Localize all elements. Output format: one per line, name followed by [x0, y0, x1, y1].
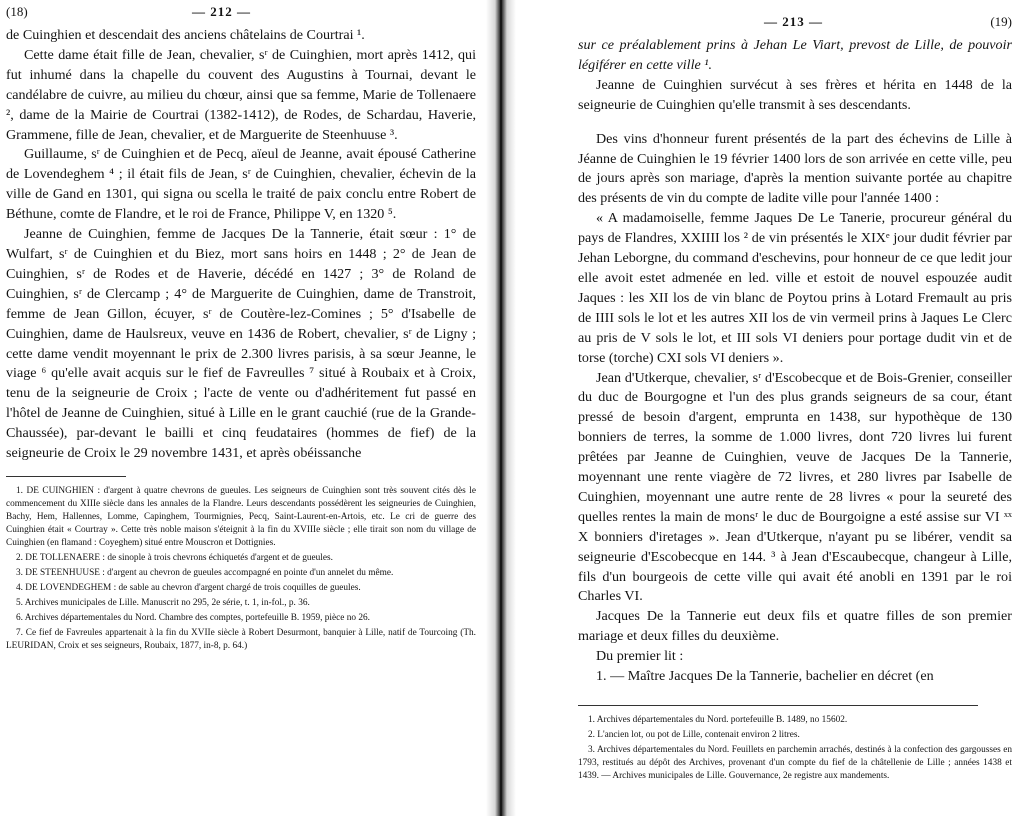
left-paragraph-2: Cette dame était fille de Jean, chevalier, sʳ de Cuinghien, mort après 1412, qui fut inhumé dans la chapelle du couvent des Augustins à Tournai, devant le candélabre de cuivre, au milieu du chœur, ainsi que sa femme, Marie de Tollenaere ², dame de la Mairie de Courtrai (1382-1412), de Rodes, de Schardau, Haverie, Grammene, fille de Jean, chevalier, et de Marguerite de Steenhuuse ³. [6, 46, 476, 143]
right-footnote-3: 3. Archives départementales du Nord. Feuillets en parchemin arrachés, destinés à la confection des gargousses en 1793, restitués au dépôt des Archives, provenant d'un compte du fief de la châtellenie de Lille ; années 1438 et 1439. — Archives municipales de Lille. Gouvernance, 2e registre aux mandements. [578, 745, 1012, 781]
right-paragraph-3: Des vins d'honneur furent présentés de la part des échevins de Lille à Jéanne de Cuinghien le 19 février 1400 lors de son arrivée en cette ville, peu de jours après son mariage, d'après la mention suivante portée au chapitre des présents de vin du compte de ladite ville pour l'année 1400 : [578, 130, 1012, 207]
left-paragraph-4: Jeanne de Cuinghien, femme de Jacques De la Tannerie, était sœur : 1° de Wulfart, sʳ de Cuinghien et du Biez, mort sans hoirs en 1448 ; 2° de Jean de Cuinghien, sʳ de Rodes et de Haverie, décédé en 1427 ; 3° de Roland de Cuinghien, sʳ de Clercamp ; 4° de Marguerite de Cuinghien, dame de Transtroit, femme de Jean Gillon, écuyer, sʳ de Coutère-lez-Comines ; 5° d'Isabelle de Cuinghien, dame de Haulsreux, veuve en 1436 de Robert, chevalier, sʳ de Ligny ; cette dame vendit moyennant le prix de 2.300 livres parisis, à sa sœur Jeanne, le viage ⁶ qu'elle avait acquis sur le fief de Favreulles ⁷ situé à Roubaix et à Croix, tenu de la seigneurie de Croix ; l'acte de vente ou d'adhéritement fut passé en l'hôtel de Jeanne de Cuinghien, situé à Lille en le grant cauchié (rue de la Grande-Chaussée), par-devant le bailli et cinq feudataires (hommes de fief) de la seigneurie de Croix le 29 novembre 1431, et après obéissanche [6, 226, 476, 462]
right-page-folio: — 213 — [764, 14, 823, 29]
right-paragraph-1: sur ce préalablement prins à Jehan Le Viart, prevost de Lille, de pouvoir légiférer en cette ville ¹. [578, 37, 1012, 73]
right-paragraph-7: Du premier lit : [596, 648, 684, 665]
left-page-number: (18) [6, 4, 28, 19]
left-paragraph-3: Guillaume, sʳ de Cuinghien et de Pecq, aïeul de Jeanne, avait épousé Catherine de Lovendeghem ⁴ ; il était fils de Jean, sʳ de Cuinghien, chevalier, échevin de la ville de Gand en 1301, qui signa ou scella le traité de paix conclu entre Robert de Béthune, comte de Flandre, et le roi de France, Philippe V, en 1320 ⁵. [6, 146, 476, 223]
right-paragraph-5: Jean d'Utkerque, chevalier, sʳ d'Escobecque et de Bois-Grenier, conseiller du duc de Bourgogne et l'un des plus grands seigneurs de sa cour, étant pressé de besoin d'argent, emprunta en 1438, sur hypothèque de 130 bonniers de terres, la somme de 1.000 livres, dont 720 livres lui furent prêtées par Jeanne de Cuinghien, veuve de Jacques De la Tannerie, moyennant une rente viagère de 72 livres, et 280 livres par Isabelle de Cuinghien, moyennant une autre rente de 28 livres « pour la seureté des quelles rentes la main de monsʳ le duc de Bourgoigne a esté assise sur VI ˣˣ X bonniers d'iretages ». Jean d'Utkerque, n'ayant pu se libérer, vendit sa seigneurie d'Escobecque en 144. ³ à Jean d'Escaubecque, changeur à Lille, fils d'un bourgeois de cette ville qui avait été anobli en 1391 par le roi Charles VI. [578, 369, 1012, 605]
left-footnote-rule [6, 476, 126, 477]
left-footnote-2: 2. DE TOLLENAERE : de sinople à trois chevrons échiquetés d'argent et de gueules. [16, 552, 333, 563]
left-page-folio: — 212 — [192, 4, 251, 19]
book-gutter [486, 0, 516, 816]
right-paragraph-8: 1. — Maître Jacques De la Tannerie, bachelier en décret (en [596, 668, 934, 685]
right-footnote-rule [578, 705, 978, 706]
left-footnote-7: 7. Ce fief de Favreules appartenait à la fin du XVIIe siècle à Robert Desurmont, banquier à Lille, natif de Tourcoing (Th. LEURIDAN, Croix et ses seigneurs, Roubaix, 1877, in-8, p. 64.) [6, 627, 476, 651]
right-paragraph-2: Jeanne de Cuinghien survécut à ses frères et hérita en 1448 de la seigneurie de Cuinghien qu'elle transmit à ses descendants. [578, 76, 1012, 113]
right-footnote-2: 2. L'ancien lot, ou pot de Lille, contenait environ 2 litres. [588, 730, 800, 740]
right-page [514, 0, 1024, 816]
left-page [0, 0, 488, 816]
left-footnote-1: 1. DE CUINGHIEN : d'argent à quatre chevrons de gueules. Les seigneurs de Cuinghien sont très souvent cités dès le commencement du XIIIe siècle dans les annales de la Flandre. Leurs descendants possédèrent les seigneuries de Cuinghien, Bachy, Hem, Hallennes, Lomme, Capinghem, Tourmignies, Pecq, Saint-Laurent-en-Artois, etc. Le cri de guerre des Cuinghien était « Courtray ». Cette très noble maison s'éteignit à la fin du XVIIIe siècle ; elle tirait son nom du village de Cuinghien (en flamand : Coyeghem) situé entre Mouscron et Dottignies. [6, 485, 476, 548]
left-footnotes [6, 485, 476, 653]
right-page-number: (19) [990, 14, 1012, 29]
right-page-header [578, 14, 1012, 36]
left-page-body [6, 26, 476, 464]
left-page-header [6, 4, 476, 26]
right-footnotes [578, 714, 1012, 783]
right-paragraph-6: Jacques De la Tannerie eut deux fils et quatre filles de son premier mariage et deux filles du deuxième. [578, 608, 1012, 645]
left-footnote-4: 4. DE LOVENDEGHEM : de sable au chevron d'argent chargé de trois coquilles de gueules. [16, 582, 361, 593]
left-footnote-6: 6. Archives départementales du Nord. Chambre des comptes, portefeuille B. 1959, pièce no 26. [16, 612, 370, 623]
right-page-body [578, 36, 1012, 687]
left-paragraph-1: de Cuinghien et descendait des anciens châtelains de Courtrai ¹. [6, 27, 365, 43]
right-footnote-1: 1. Archives départementales du Nord. portefeuille B. 1489, no 15602. [588, 715, 848, 725]
right-paragraph-4: « A madamoiselle, femme Jaques De Le Tanerie, procureur général du pays de Flandres, XXIIII los ² de vin présentés le XIXᵉ jour dudit février par Jehan Leborgne, du command d'eschevins, pour honneur de ce que ledit jour elle avoit estet admenée en led. ville et estoit de nouvel espouzée audit Jaques : les XII los de vin blanc de Poytou prins à Lotard Fremault au pris de IIII sols le lot et les autres XII los de vin vermeil prins à Jaques Le Clerc au pris de V sols le lot, et III sols VI deniers pour portage dudit vin et de torse (torche) CXI sols VI deniers ». [578, 210, 1012, 366]
left-footnote-3: 3. DE STEENHUUSE : d'argent au chevron de gueules accompagné en pointe d'un annelet du même. [16, 567, 394, 578]
left-footnote-5: 5. Archives municipales de Lille. Manuscrit no 295, 2e série, t. 1, in-fol., p. 36. [16, 597, 310, 608]
